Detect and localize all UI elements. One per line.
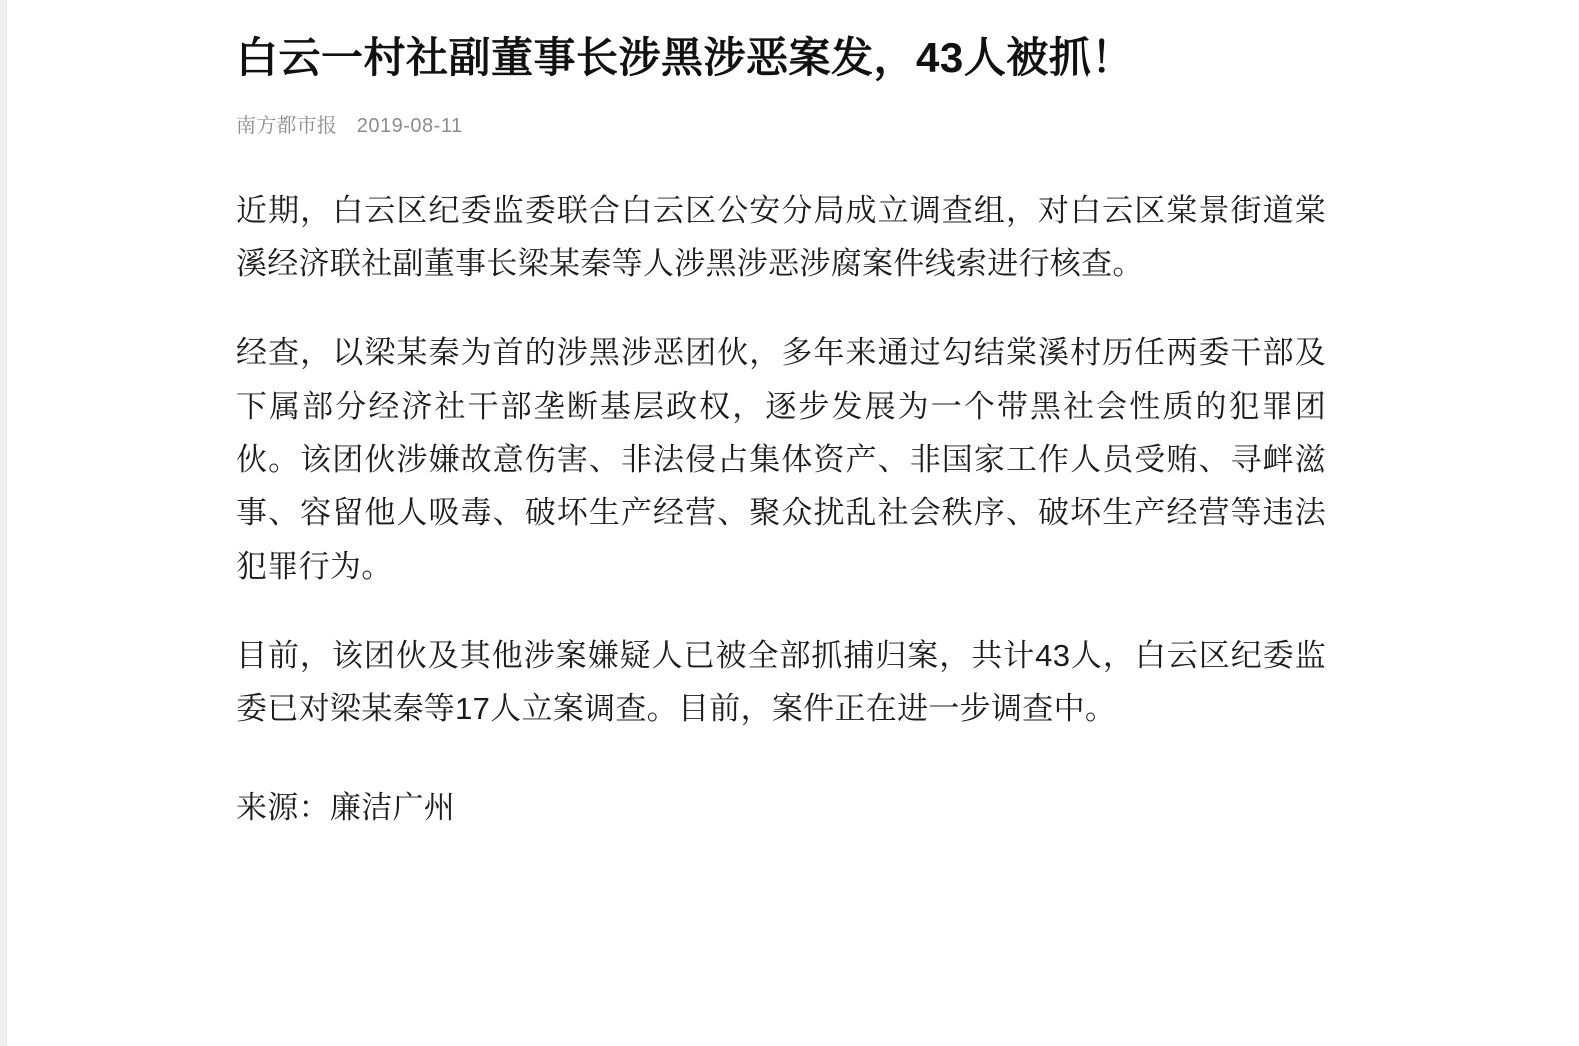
article-container: [236, 0, 1326, 834]
article-paragraph: 经查，以梁某秦为首的涉黑涉恶团伙，多年来通过勾结棠溪村历任两委干部及下属部分经济社干部垄断基层政权，逐步发展为一个带黑社会性质的犯罪团伙。该团伙涉嫌故意伤害、非法侵占集体资产、非国家工作人员受贿、寻衅滋事、容留他人吸毒、破坏生产经营、聚众扰乱社会秩序、破坏生产经营等违法犯罪行为。: [236, 335, 1326, 584]
page-left-margin: [0, 0, 7, 1046]
article-source-footer: 来源：廉洁广州: [236, 789, 456, 825]
article-meta: [236, 109, 1326, 138]
page-title: 白云一村社副董事长涉黑涉恶案发，43人被抓！: [236, 34, 1134, 81]
article-paragraph: 目前，该团伙及其他涉案嫌疑人已被全部抓捕归案，共计43人，白云区纪委监委已对梁某秦等17人立案调查。目前，案件正在进一步调查中。: [236, 637, 1326, 727]
article-source: 南方都市报: [236, 114, 337, 137]
article-paragraph: 近期，白云区纪委监委联合白云区公安分局成立调查组，对白云区棠景街道棠溪经济联社副董事长梁某秦等人涉黑涉恶涉腐案件线索进行核查。: [236, 192, 1326, 281]
article-body: [236, 184, 1326, 736]
article-date: 2019-08-11: [356, 114, 463, 137]
